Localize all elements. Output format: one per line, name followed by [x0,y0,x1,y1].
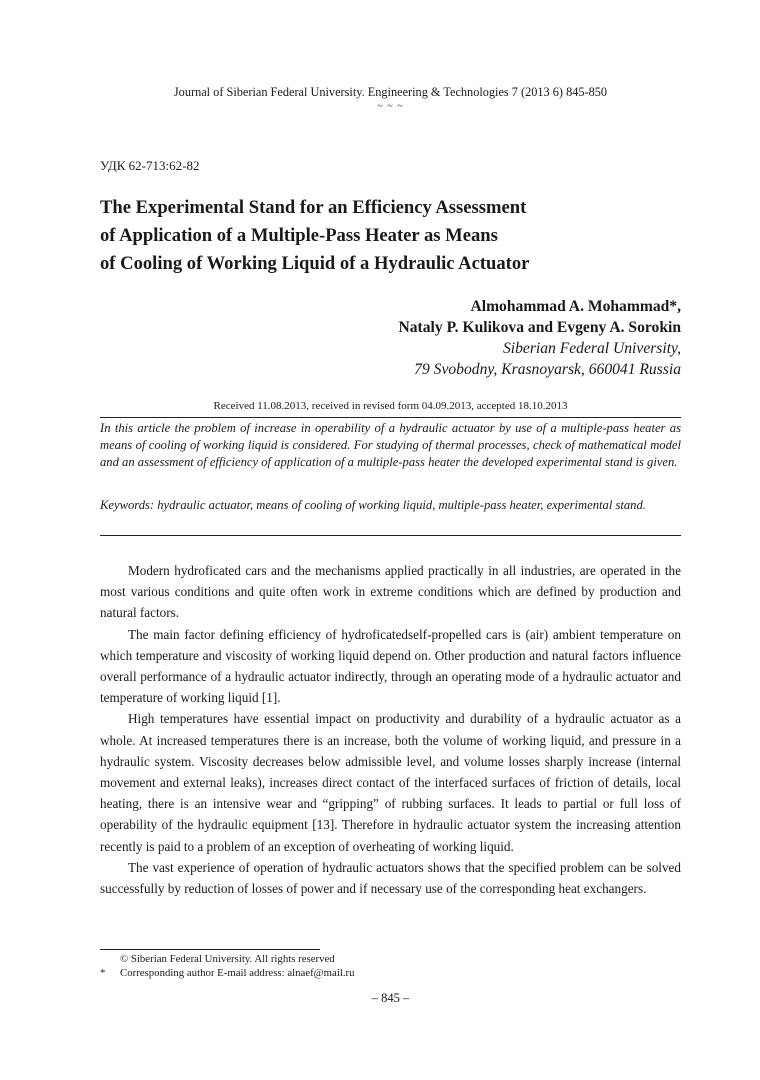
title-line: The Experimental Stand for an Efficiency Assessment [100,197,527,218]
affiliation: Siberian Federal University, [503,340,681,357]
paragraph: High temperatures have essential impact on productivity and durability of a hydraulic actuator as a whole. At increased temperatures there is an increase, both the volume of working liquid, and pressure in a hydraulic system. Viscosity decreases below admissible level, and volume losses sharply increase (internal movement and external leaks), increases direct contact of the interfaced surfaces of friction of details, local heating, there is an intensive wear and “gripping” of rubbing surfaces. It leads to partial or full loss of operability of the hydraulic equipment [13]. Therefore in hydraulic actuator system the increasing attention recently is paid to a problem of an exception of overheating of working liquid. [100,711,681,854]
footnote-mark: * [100,967,106,979]
corresponding-footnote [100,966,355,980]
author-block [399,296,682,380]
paragraph: The vast experience of operation of hydraulic actuators shows that the specified problem can be solved successfully by reduction of losses of power and if necessary use of the corresponding heat exchangers. [100,859,681,897]
abstract-bottom-rule [100,535,681,536]
footnote-rule [100,949,320,950]
paragraph: The main factor defining efficiency of hydroficatedself-propelled cars is (air) ambient temperature on which temperature and viscosity of working liquid depend on. Other production and natural factors influence overall performance of a hydraulic actuator indirectly, through an operating mode of a hydraulic actuator and temperature of working liquid [1]. [100,626,681,706]
udc-code: УДК 62-713:62-82 [100,158,200,173]
journal-header: Journal of Siberian Federal University. Engineering & Technologies 7 (2013 6) 845-850 [173,85,608,99]
abstract-top-rule [100,417,681,418]
title-line: of Application of a Multiple-Pass Heater as Means [100,225,498,246]
body-text [100,560,681,899]
header-ornament: ~ ~ ~ [377,101,404,112]
footnotes [100,952,355,980]
author-line-2: Nataly P. Kulikova and Evgeny A. Sorokin [398,319,681,336]
page-number: – 845 – [371,991,410,1005]
received-dates: Received 11.08.2013, received in revised form 04.09.2013, accepted 18.10.2013 [213,400,568,412]
keywords: Keywords: hydraulic actuator, means of cooling of working liquid, multiple-pass heater, experimental stand. [100,498,646,512]
title-line: of Cooling of Working Liquid of a Hydraulic Actuator [100,253,530,274]
corresponding-text: Corresponding author E-mail address: alnaef@mail.ru [120,967,355,979]
address: 79 Svobodny, Krasnoyarsk, 660041 Russia [414,361,681,378]
copyright-text: © Siberian Federal University. All rights reserved [120,953,335,965]
copyright-footnote [100,952,355,966]
paragraph: Modern hydroficated cars and the mechanisms applied practically in all industries, are operated in the most various conditions and quite often work in extreme conditions which are defined by production and natural factors. [100,563,681,621]
abstract: In this article the problem of increase in operability of a hydraulic actuator by use of a multiple-pass heater as means of cooling of working liquid is considered. For studying of thermal processes, check of mathematical model and an assessment of efficiency of application of a multiple-pass heater the developed experimental stand is given. [100,421,681,470]
author-line-1: Almohammad A. Mohammad*, [470,298,681,315]
paper-title [100,194,681,278]
